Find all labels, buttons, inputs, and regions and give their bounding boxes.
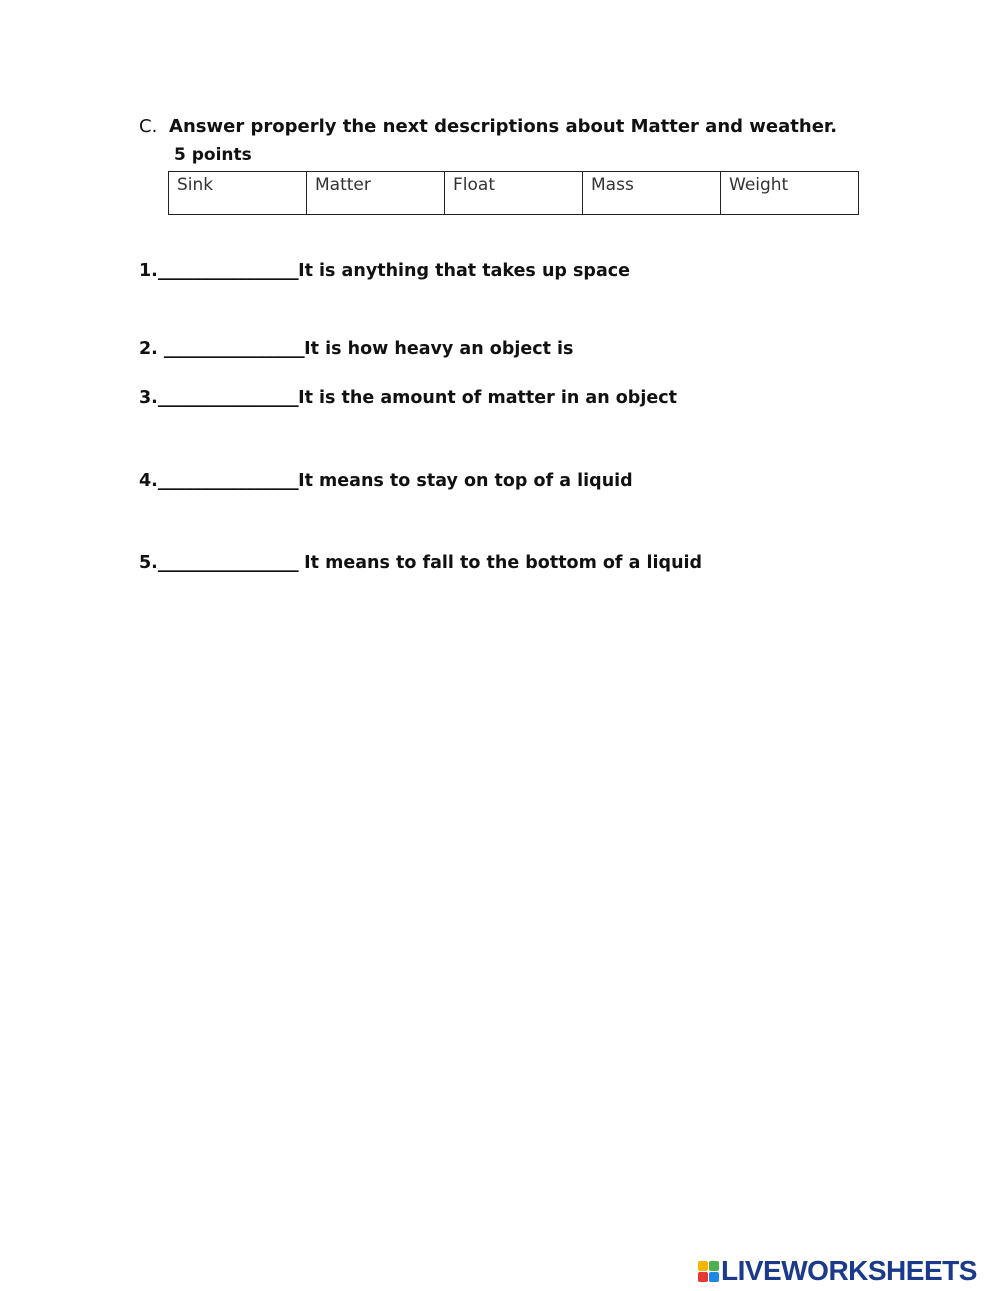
answer-blank[interactable]: _________________ — [157, 261, 299, 281]
word-bank-row — [169, 172, 859, 215]
word-bank-table — [168, 171, 859, 215]
answer-blank[interactable]: _________________ — [157, 553, 299, 573]
question-5 — [139, 553, 702, 573]
question-2 — [139, 339, 573, 359]
question-text: It means to fall to the bottom of a liquid — [298, 553, 703, 573]
liveworksheets-brand — [698, 1256, 977, 1286]
question-1 — [139, 261, 630, 281]
section-heading — [139, 116, 837, 137]
answer-blank[interactable]: _________________ — [157, 388, 299, 408]
word-bank-cell: Sink — [169, 172, 307, 215]
logo-square — [698, 1272, 708, 1282]
word-bank-cell: Float — [445, 172, 583, 215]
question-number: 3. — [139, 388, 158, 408]
section-letter: C. — [139, 116, 158, 137]
question-text: It means to stay on top of a liquid — [298, 471, 633, 491]
question-number: 5. — [139, 553, 158, 573]
question-text: It is the amount of matter in an object — [298, 388, 677, 408]
question-number: 2. — [139, 339, 164, 359]
question-text: It is anything that takes up space — [298, 261, 631, 281]
question-number: 1. — [139, 261, 158, 281]
word-bank-cell: Mass — [583, 172, 721, 215]
logo-square — [709, 1261, 719, 1271]
answer-blank[interactable]: _________________ — [163, 339, 305, 359]
question-3 — [139, 388, 677, 408]
logo-square — [698, 1261, 708, 1271]
question-number: 4. — [139, 471, 158, 491]
points-label: 5 points — [174, 145, 252, 165]
brand-text: LIVEWORKSHEETS — [721, 1255, 977, 1286]
logo-square — [709, 1272, 719, 1282]
answer-blank[interactable]: _________________ — [157, 471, 299, 491]
question-4 — [139, 471, 633, 491]
word-bank-cell: Weight — [721, 172, 859, 215]
word-bank-cell: Matter — [307, 172, 445, 215]
liveworksheets-logo-icon — [698, 1261, 719, 1282]
question-text: It is how heavy an object is — [304, 339, 574, 359]
section-instruction: Answer properly the next descriptions about Matter and weather. — [169, 116, 838, 137]
